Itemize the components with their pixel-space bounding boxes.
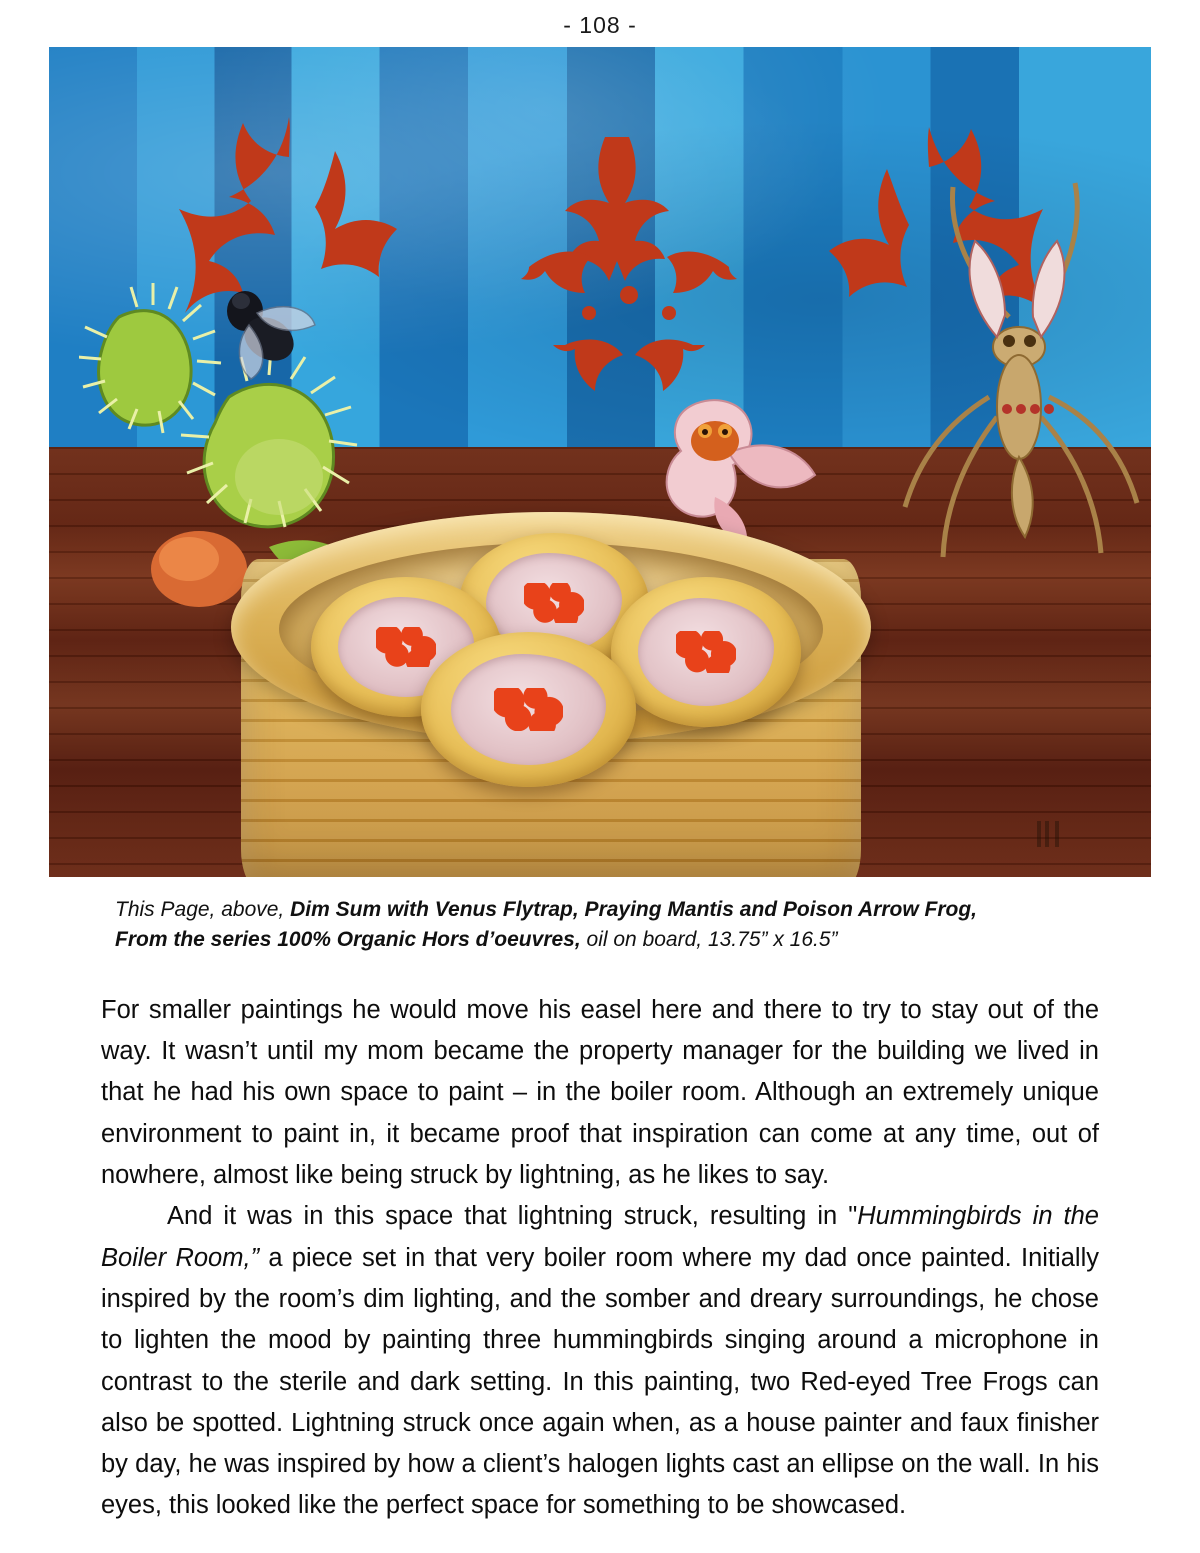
dumpling-roe [676,631,737,673]
dumpling-roe [494,688,563,731]
dumpling-roe [524,583,585,622]
caption-series: From the series 100% Organic Hors d’oeuvres, [115,928,581,952]
page-number: - 108 - [563,12,637,38]
body-text [49,990,1151,1527]
paragraph-two [101,1196,1099,1526]
praying-mantis [889,167,1149,607]
artwork-figure [49,47,1151,877]
paragraph-two-after: a piece set in that very boiler room where my dad once painted. Initially inspired by the room’s dim lighting, and the somber and dreary surroundings, he chose to lighten the mood by painting three hummingbirds singing around a microphone in contrast to the sterile and dark setting. In this painting, two Red-eyed Tree Frogs can also be spotted. Lightning struck once again when, as a house painter and faux finisher by day, he was inspired by how a client’s halogen lights cast an ellipse on the wall. In his eyes, this looked like the perfect space for something to be showcased. [101,1243,1099,1520]
caption-medium: oil on board, 13.75” x 16.5” [586,928,838,952]
caption-lead: This Page, above, [115,898,285,921]
artwork-title-inline: Hummingbirds in the Boiler Room,” [101,1202,1099,1272]
paragraph-two-before: And it was in this space that lightning struck, resulting in " [167,1202,858,1231]
dumpling-right [611,577,801,727]
paragraph-one: For smaller paintings he would move his easel here and there to try to stay out of the way. It wasn’t until my mom became the property manager for the building we lived in that he had his own space to paint – in the boiler room. Although an extremely unique environment to paint in, it became proof that inspiration can come at any time, out of nowhere, almost like being struck by lightning, as he likes to say. [101,995,1099,1190]
bamboo-steamer [231,467,871,877]
dumpling-front [421,632,636,787]
figure-caption [49,895,1151,956]
dumpling-roe [376,627,437,666]
damask-ornament-center [469,117,789,437]
artist-signature [1037,821,1077,847]
dim-sum-painting [49,47,1151,877]
fly-insect [199,277,319,387]
caption-title: Dim Sum with Venus Flytrap, Praying Mantis and Poison Arrow Frog, [290,898,977,921]
